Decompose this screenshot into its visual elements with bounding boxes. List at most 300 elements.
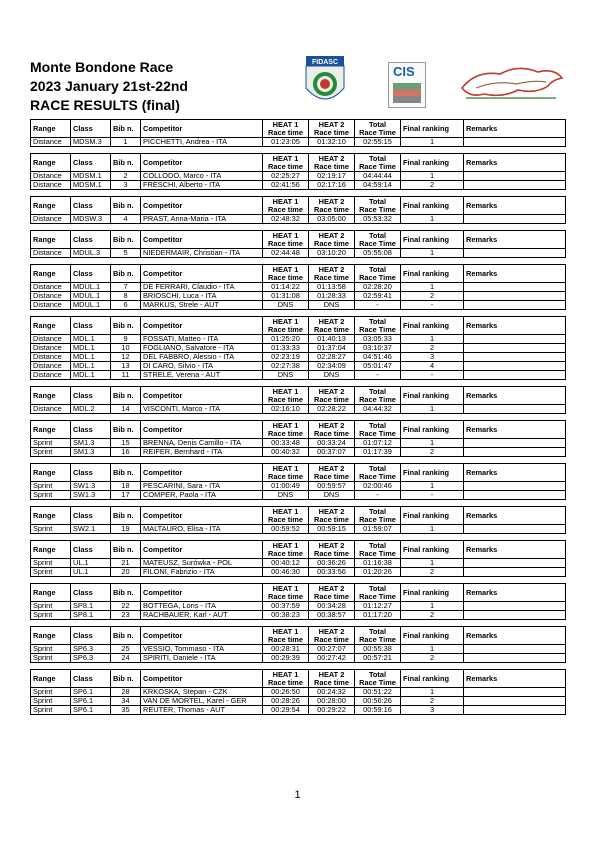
header-heat1-text: HEAT 1	[272, 420, 299, 430]
cell-competitor: BRENNA, Denis Camillo - ITA	[141, 439, 263, 448]
cell-heat2: 01:13:58	[309, 283, 355, 292]
cell-heat1: 00:26:50	[263, 688, 309, 697]
cell-heat2: 02:28:27	[309, 353, 355, 362]
cell-range: Distance	[31, 215, 71, 224]
cell-total: 00:57:21	[355, 654, 401, 663]
header-remarks	[464, 265, 566, 283]
cell-total: 01:17:20	[355, 611, 401, 620]
cell-rank: 1	[401, 602, 464, 611]
cell-range: Sprint	[31, 688, 71, 697]
cell-competitor: FILONI, Fabrizio - ITA	[141, 568, 263, 577]
header-heat1-text: Race time	[268, 634, 303, 644]
cell-heat1: 00:37:59	[263, 602, 309, 611]
header-bib	[111, 120, 141, 138]
cell-rank: -	[401, 491, 464, 500]
header-remarks-text: Remarks	[466, 157, 498, 167]
cell-rank: 1	[401, 405, 464, 414]
cell-competitor: NIEDERMAIR, Christian - ITA	[141, 249, 263, 258]
cell-heat2: 00:24:32	[309, 688, 355, 697]
cell-bib: 7	[111, 283, 141, 292]
header-range-text: Range	[33, 157, 56, 167]
table-row	[31, 353, 566, 362]
cell-remarks	[464, 344, 566, 353]
header-row	[31, 464, 566, 482]
header-heat1-text: HEAT 1	[272, 230, 299, 240]
cell-rank: 2	[401, 697, 464, 706]
header-class	[71, 265, 111, 283]
header-heat1	[263, 317, 309, 335]
cell-competitor: FOGLIANO, Salvatore - ITA	[141, 344, 263, 353]
header-competitor	[141, 584, 263, 602]
header-heat2	[309, 265, 355, 283]
header-heat1-text: HEAT 1	[272, 196, 299, 206]
header-total-text: Total	[368, 119, 387, 129]
cell-class: SP6.1	[71, 706, 111, 715]
header-range	[31, 317, 71, 335]
header-bib-text: Bib n.	[113, 157, 134, 167]
header-class	[71, 464, 111, 482]
header-range	[31, 231, 71, 249]
results-group	[30, 230, 566, 258]
header-ranking-text: Final ranking	[403, 510, 449, 520]
cell-heat1: 01:33:33	[263, 344, 309, 353]
cell-remarks	[464, 249, 566, 258]
cell-competitor: COMPER, Paola - ITA	[141, 491, 263, 500]
header-remarks	[464, 670, 566, 688]
header-row	[31, 421, 566, 439]
cell-competitor: KRKOSKA, Stepan - CZK	[141, 688, 263, 697]
cell-class: SM1.3	[71, 448, 111, 457]
results-group	[30, 420, 566, 457]
cell-total: 01:20:26	[355, 568, 401, 577]
cell-remarks	[464, 482, 566, 491]
cell-heat2: 00:33:24	[309, 439, 355, 448]
cell-heat1: DNS	[263, 301, 309, 310]
header-total	[355, 387, 401, 405]
cell-range: Sprint	[31, 559, 71, 568]
cell-rank: 1	[401, 283, 464, 292]
header-class-text: Class	[73, 123, 93, 133]
header-heat2	[309, 670, 355, 688]
header-competitor	[141, 670, 263, 688]
cell-remarks	[464, 181, 566, 190]
cell-rank: 1	[401, 688, 464, 697]
cell-heat1: DNS	[263, 491, 309, 500]
header-ranking-text: Final ranking	[403, 200, 449, 210]
header-ranking-text: Final ranking	[403, 544, 449, 554]
cell-range: Distance	[31, 405, 71, 414]
header-heat1-text: HEAT 1	[272, 669, 299, 679]
header-row	[31, 541, 566, 559]
header-heat1	[263, 197, 309, 215]
cell-class: SP8.1	[71, 611, 111, 620]
cell-bib: 22	[111, 602, 141, 611]
cell-heat1: 02:16:10	[263, 405, 309, 414]
cell-heat1: 02:27:38	[263, 362, 309, 371]
cell-competitor: MALTAURO, Elisa - ITA	[141, 525, 263, 534]
cell-heat2: 02:19:17	[309, 172, 355, 181]
header-heat2-text: HEAT 2	[318, 230, 345, 240]
cell-remarks	[464, 172, 566, 181]
header-total	[355, 464, 401, 482]
header-competitor	[141, 421, 263, 439]
header-total	[355, 154, 401, 172]
cell-remarks	[464, 448, 566, 457]
header-class-text: Class	[73, 544, 93, 554]
header-bib-text: Bib n.	[113, 587, 134, 597]
header-class-text: Class	[73, 510, 93, 520]
header-ranking-text: Final ranking	[403, 467, 449, 477]
table-row	[31, 138, 566, 147]
header-bib	[111, 265, 141, 283]
cell-class: SP8.1	[71, 602, 111, 611]
header-range-text: Range	[33, 200, 56, 210]
header-competitor-text: Competitor	[143, 587, 183, 597]
sponsor-logos	[300, 54, 572, 112]
cell-range: Distance	[31, 335, 71, 344]
header-bib-text: Bib n.	[113, 123, 134, 133]
cell-competitor: DEL FABBRO, Alessio - ITA	[141, 353, 263, 362]
cell-class: MDSM.1	[71, 172, 111, 181]
header-heat2-text: Race time	[314, 591, 349, 601]
cell-competitor: FOSSATI, Matteo - ITA	[141, 335, 263, 344]
table-row	[31, 448, 566, 457]
header-remarks	[464, 154, 566, 172]
cell-class: MDSM.1	[71, 181, 111, 190]
header-heat2-text: HEAT 2	[318, 669, 345, 679]
header-class-text: Class	[73, 390, 93, 400]
header-heat1-text: Race time	[268, 428, 303, 438]
header-competitor-text: Competitor	[143, 123, 183, 133]
cell-range: Distance	[31, 292, 71, 301]
header-heat2-text: HEAT 2	[318, 153, 345, 163]
header-ranking	[401, 265, 464, 283]
header-range	[31, 197, 71, 215]
header-remarks-text: Remarks	[466, 320, 498, 330]
header-remarks	[464, 197, 566, 215]
header-class	[71, 421, 111, 439]
cell-rank: 3	[401, 706, 464, 715]
header-total	[355, 231, 401, 249]
table-row	[31, 249, 566, 258]
header-class-text: Class	[73, 268, 93, 278]
cell-rank: 2	[401, 448, 464, 457]
header-bib	[111, 584, 141, 602]
header-ranking-text: Final ranking	[403, 673, 449, 683]
header-heat2-text: Race time	[314, 127, 349, 137]
header-heat1	[263, 265, 309, 283]
header-heat2	[309, 464, 355, 482]
cell-remarks	[464, 491, 566, 500]
table-row	[31, 335, 566, 344]
header-heat2-text: HEAT 2	[318, 583, 345, 593]
cell-total: 04:59:14	[355, 181, 401, 190]
results-group	[30, 264, 566, 310]
header-heat1-text: HEAT 1	[272, 463, 299, 473]
results-group	[30, 506, 566, 534]
cell-heat1: 00:38:23	[263, 611, 309, 620]
header-heat2	[309, 387, 355, 405]
header-heat2	[309, 154, 355, 172]
header-class	[71, 541, 111, 559]
cell-remarks	[464, 697, 566, 706]
results-group	[30, 583, 566, 620]
cell-total: -	[355, 371, 401, 380]
header-total-text: Total	[368, 626, 387, 636]
header-heat1-text: HEAT 1	[272, 626, 299, 636]
header-total-text: Total	[368, 386, 387, 396]
cell-total: 03:10:37	[355, 344, 401, 353]
cell-class: MDL.1	[71, 353, 111, 362]
cell-total: 05:55:08	[355, 249, 401, 258]
cell-class: UL.1	[71, 568, 111, 577]
header-total-text: Race Time	[359, 428, 396, 438]
cell-heat2: DNS	[309, 301, 355, 310]
header-total-text: Total	[368, 196, 387, 206]
cell-remarks	[464, 525, 566, 534]
header-total-text: Total	[368, 506, 387, 516]
header-total	[355, 507, 401, 525]
header-class-text: Class	[73, 200, 93, 210]
cell-total: 03:05:33	[355, 335, 401, 344]
cell-class: MDUL.3	[71, 249, 111, 258]
header-remarks-text: Remarks	[466, 390, 498, 400]
cell-range: Sprint	[31, 568, 71, 577]
cell-remarks	[464, 654, 566, 663]
header-heat1-text: Race time	[268, 677, 303, 687]
header-total-text: Race Time	[359, 272, 396, 282]
cell-total: 01:16:38	[355, 559, 401, 568]
cell-competitor: VISCONTI, Marco - ITA	[141, 405, 263, 414]
cell-bib: 6	[111, 301, 141, 310]
cell-remarks	[464, 283, 566, 292]
header-heat1	[263, 584, 309, 602]
header-total-text: Race Time	[359, 394, 396, 404]
table-row	[31, 215, 566, 224]
header-heat1-text: Race time	[268, 272, 303, 282]
cell-total: 00:59:16	[355, 706, 401, 715]
cell-range: Sprint	[31, 448, 71, 457]
header-total-text: Total	[368, 540, 387, 550]
cell-heat1: 01:31:08	[263, 292, 309, 301]
header-bib-text: Bib n.	[113, 467, 134, 477]
page-number: 1	[294, 789, 301, 801]
cell-rank: -	[401, 371, 464, 380]
cell-bib: 21	[111, 559, 141, 568]
header-heat2	[309, 541, 355, 559]
header-ranking	[401, 421, 464, 439]
header-heat1	[263, 507, 309, 525]
cell-total: 04:51:46	[355, 353, 401, 362]
header-heat2-text: HEAT 2	[318, 420, 345, 430]
cell-bib: 24	[111, 654, 141, 663]
header-heat2	[309, 120, 355, 138]
header-range	[31, 670, 71, 688]
header-competitor	[141, 154, 263, 172]
cell-total: 04:44:32	[355, 405, 401, 414]
cell-class: SM1.3	[71, 439, 111, 448]
header-row	[31, 265, 566, 283]
cell-bib: 16	[111, 448, 141, 457]
header-heat2-text: Race time	[314, 272, 349, 282]
header-total-text: Total	[368, 153, 387, 163]
header-ranking-text: Final ranking	[403, 234, 449, 244]
header-total-text: Total	[368, 669, 387, 679]
header-total-text: Race Time	[359, 634, 396, 644]
header-heat1-text: Race time	[268, 471, 303, 481]
cell-rank: 4	[401, 362, 464, 371]
header-competitor	[141, 120, 263, 138]
cell-remarks	[464, 335, 566, 344]
cell-heat1: 00:29:54	[263, 706, 309, 715]
cell-total: 02:59:41	[355, 292, 401, 301]
results-group	[30, 386, 566, 414]
header-remarks-text: Remarks	[466, 467, 498, 477]
table-row	[31, 611, 566, 620]
header-class-text: Class	[73, 320, 93, 330]
header-bib-text: Bib n.	[113, 424, 134, 434]
cell-bib: 28	[111, 688, 141, 697]
cell-class: SW1.3	[71, 482, 111, 491]
table-row	[31, 525, 566, 534]
cell-range: Sprint	[31, 525, 71, 534]
header-class-text: Class	[73, 673, 93, 683]
header-heat2	[309, 584, 355, 602]
cell-heat1: 01:23:05	[263, 138, 309, 147]
cell-total: 01:17:39	[355, 448, 401, 457]
header-remarks-text: Remarks	[466, 510, 498, 520]
table-row	[31, 405, 566, 414]
header-heat2-text: Race time	[314, 161, 349, 171]
cell-competitor: DI CARO, Silvio - ITA	[141, 362, 263, 371]
header-ranking-text: Final ranking	[403, 390, 449, 400]
cell-competitor: REUTER, Thomas - AUT	[141, 706, 263, 715]
cell-class: SP6.1	[71, 697, 111, 706]
table-row	[31, 362, 566, 371]
cell-heat2: 00:36:26	[309, 559, 355, 568]
header-heat1	[263, 670, 309, 688]
header-class	[71, 154, 111, 172]
header-heat1-text: HEAT 1	[272, 386, 299, 396]
cell-heat2: 00:27:42	[309, 654, 355, 663]
table-row	[31, 491, 566, 500]
cell-competitor: RACHBAUER, Karl - AUT	[141, 611, 263, 620]
results-group	[30, 316, 566, 380]
cell-bib: 35	[111, 706, 141, 715]
cell-remarks	[464, 405, 566, 414]
cell-rank: 2	[401, 292, 464, 301]
header-total	[355, 541, 401, 559]
header-heat2-text: Race time	[314, 324, 349, 334]
header-total-text: Total	[368, 420, 387, 430]
cell-heat2: 00:28:00	[309, 697, 355, 706]
cell-heat1: 02:23:19	[263, 353, 309, 362]
cell-bib: 2	[111, 172, 141, 181]
header-class	[71, 584, 111, 602]
cell-heat1: 02:25:27	[263, 172, 309, 181]
header-heat1-text: Race time	[268, 324, 303, 334]
cell-class: MDL.1	[71, 362, 111, 371]
header-heat1-text: Race time	[268, 591, 303, 601]
cell-range: Sprint	[31, 491, 71, 500]
header-class	[71, 120, 111, 138]
cell-rank: 1	[401, 335, 464, 344]
cell-total: 01:07:12	[355, 439, 401, 448]
results-tables	[30, 119, 565, 715]
header-heat1	[263, 120, 309, 138]
header-total-text: Race Time	[359, 548, 396, 558]
cell-heat1: 02:41:56	[263, 181, 309, 190]
table-row	[31, 344, 566, 353]
header-class	[71, 197, 111, 215]
cell-range: Distance	[31, 283, 71, 292]
header-heat2-text: Race time	[314, 204, 349, 214]
header-range	[31, 541, 71, 559]
header-heat1	[263, 154, 309, 172]
cell-class: SP6.3	[71, 654, 111, 663]
cell-competitor: DE FERRARI, Claudio - ITA	[141, 283, 263, 292]
header-range-text: Range	[33, 467, 56, 477]
header-range	[31, 265, 71, 283]
cell-range: Sprint	[31, 645, 71, 654]
table-row	[31, 568, 566, 577]
table-row	[31, 292, 566, 301]
header-bib-text: Bib n.	[113, 268, 134, 278]
header-class-text: Class	[73, 234, 93, 244]
cell-range: Distance	[31, 249, 71, 258]
cell-bib: 10	[111, 344, 141, 353]
header-heat1	[263, 421, 309, 439]
header-ranking-text: Final ranking	[403, 157, 449, 167]
header-heat2-text: Race time	[314, 677, 349, 687]
header-bib-text: Bib n.	[113, 390, 134, 400]
results-group	[30, 119, 566, 147]
header-bib	[111, 421, 141, 439]
header-remarks	[464, 231, 566, 249]
cell-remarks	[464, 215, 566, 224]
table-row	[31, 602, 566, 611]
header-competitor-text: Competitor	[143, 390, 183, 400]
results-group	[30, 463, 566, 500]
header-bib	[111, 387, 141, 405]
cell-heat1: DNS	[263, 371, 309, 380]
header-range	[31, 464, 71, 482]
header-total	[355, 120, 401, 138]
cell-remarks	[464, 301, 566, 310]
header-competitor	[141, 627, 263, 645]
header-range	[31, 120, 71, 138]
table-row	[31, 559, 566, 568]
table-row	[31, 172, 566, 181]
cell-heat1: 01:25:20	[263, 335, 309, 344]
cell-bib: 13	[111, 362, 141, 371]
header-bib	[111, 627, 141, 645]
header-ranking-text: Final ranking	[403, 630, 449, 640]
cell-competitor: PRAST, Anna-Maria - ITA	[141, 215, 263, 224]
table-row	[31, 371, 566, 380]
header-heat1-text: Race time	[268, 394, 303, 404]
header-class	[71, 507, 111, 525]
cell-heat1: 01:14:22	[263, 283, 309, 292]
cell-total: -	[355, 301, 401, 310]
header-ranking-text: Final ranking	[403, 587, 449, 597]
header-heat1-text: HEAT 1	[272, 119, 299, 129]
cell-bib: 25	[111, 645, 141, 654]
cis-logo-text: CIS	[393, 64, 415, 79]
cell-heat2: 02:34:09	[309, 362, 355, 371]
header-heat1	[263, 627, 309, 645]
header-total-text: Total	[368, 316, 387, 326]
